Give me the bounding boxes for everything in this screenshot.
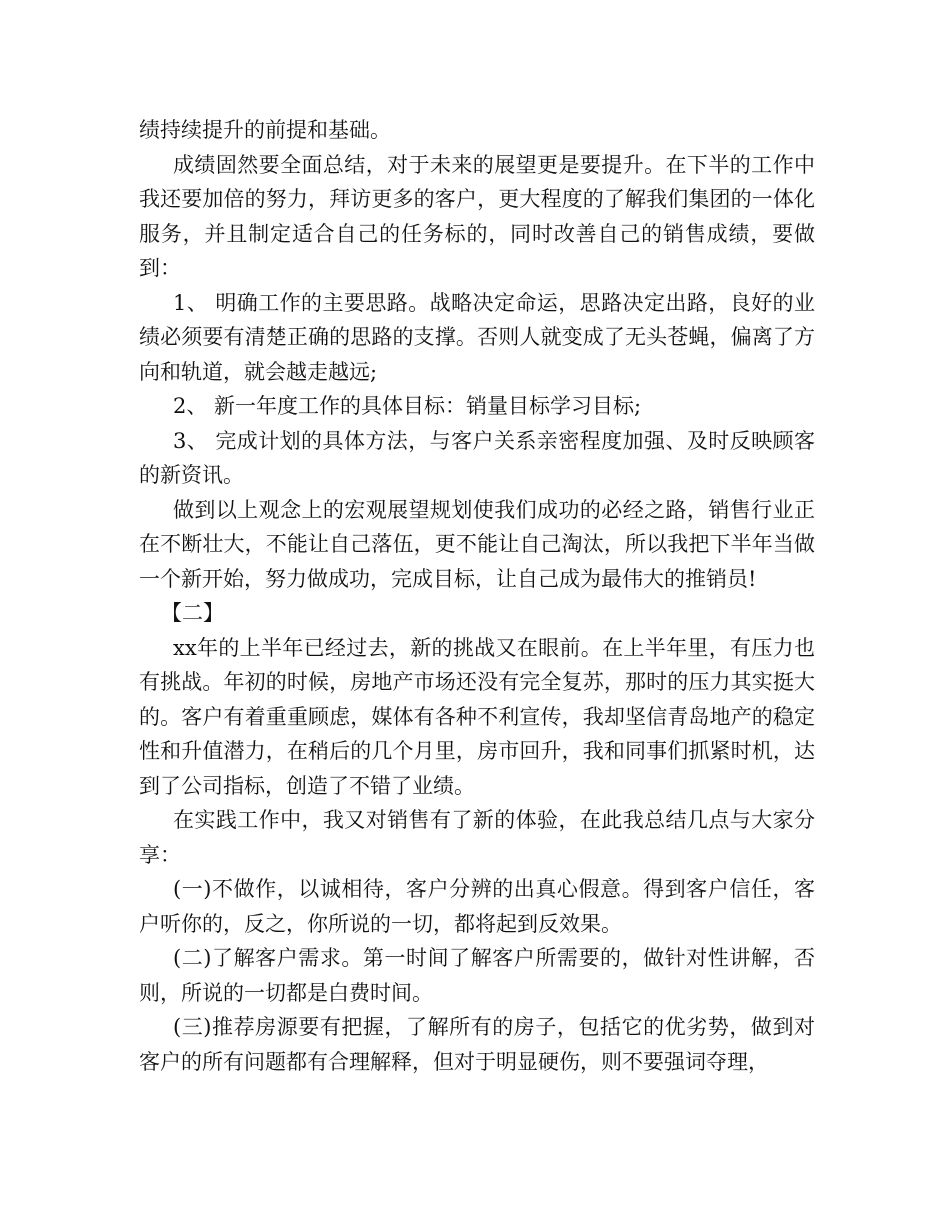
paragraph-experience-intro: 在实践工作中，我又对销售有了新的体验，在此我总结几点与大家分享： <box>139 808 815 867</box>
paragraph-outlook: 成绩固然要全面总结，对于未来的展望更是要提升。在下半的工作中我还要加倍的努力，拜访更多的客户，更大程度的了解我们集团的一体化服务，并且制定适合自己的任务标的，同时改善自己的销售成绩，要做到： <box>139 152 815 280</box>
document-page <box>139 113 815 1079</box>
paragraph-first-half-review: xx年的上半年已经过去，新的挑战又在眼前。在上半年里，有压力也有挑战。年初的时候，房地产市场还没有完全复苏，那时的压力其实挺大的。客户有着重重顾虑，媒体有各种不利宣传，我却坚信青岛地产的稳定性和升值潜力，在稍后的几个月里，房市回升，我和同事们抓紧时机，达到了公司指标，创造了不错了业绩。 <box>139 635 815 798</box>
section-heading-two: 【二】 <box>161 601 224 625</box>
paragraph-conclusion: 做到以上观念上的宏观展望规划使我们成功的必经之路，销售行业正在不断壮大，不能让自己落伍，更不能让自己淘汰，所以我把下半年当做一个新开始，努力做成功，完成目标，让自己成为最伟大的推销员! <box>139 497 815 591</box>
point-one: (一)不做作，以诚相待，客户分辨的出真心假意。得到客户信任，客户听你的，反之，你所说的一切，都将起到反效果。 <box>139 877 815 936</box>
paragraph-continuation: 绩持续提升的前提和基础。 <box>139 118 391 142</box>
list-item-1: 1、 明确工作的主要思路。战略决定命运，思路决定出路，良好的业绩必须要有清楚正确的思路的支撑。否则人就变成了无头苍蝇，偏离了方向和轨道，就会越走越远; <box>139 290 815 384</box>
list-item-2: 2、 新一年度工作的具体目标：销量目标学习目标; <box>173 394 642 418</box>
point-three: (三)推荐房源要有把握，了解所有的房子，包括它的优劣势，做到对客户的所有问题都有合理解释，但对于明显硬伤，则不要强词夺理， <box>139 1015 815 1074</box>
list-item-3: 3、 完成计划的具体方法，与客户关系亲密程度加强、及时反映顾客的新资讯。 <box>139 428 815 487</box>
point-two: (二)了解客户需求。第一时间了解客户所需要的，做针对性讲解，否则，所说的一切都是白费时间。 <box>139 946 815 1005</box>
